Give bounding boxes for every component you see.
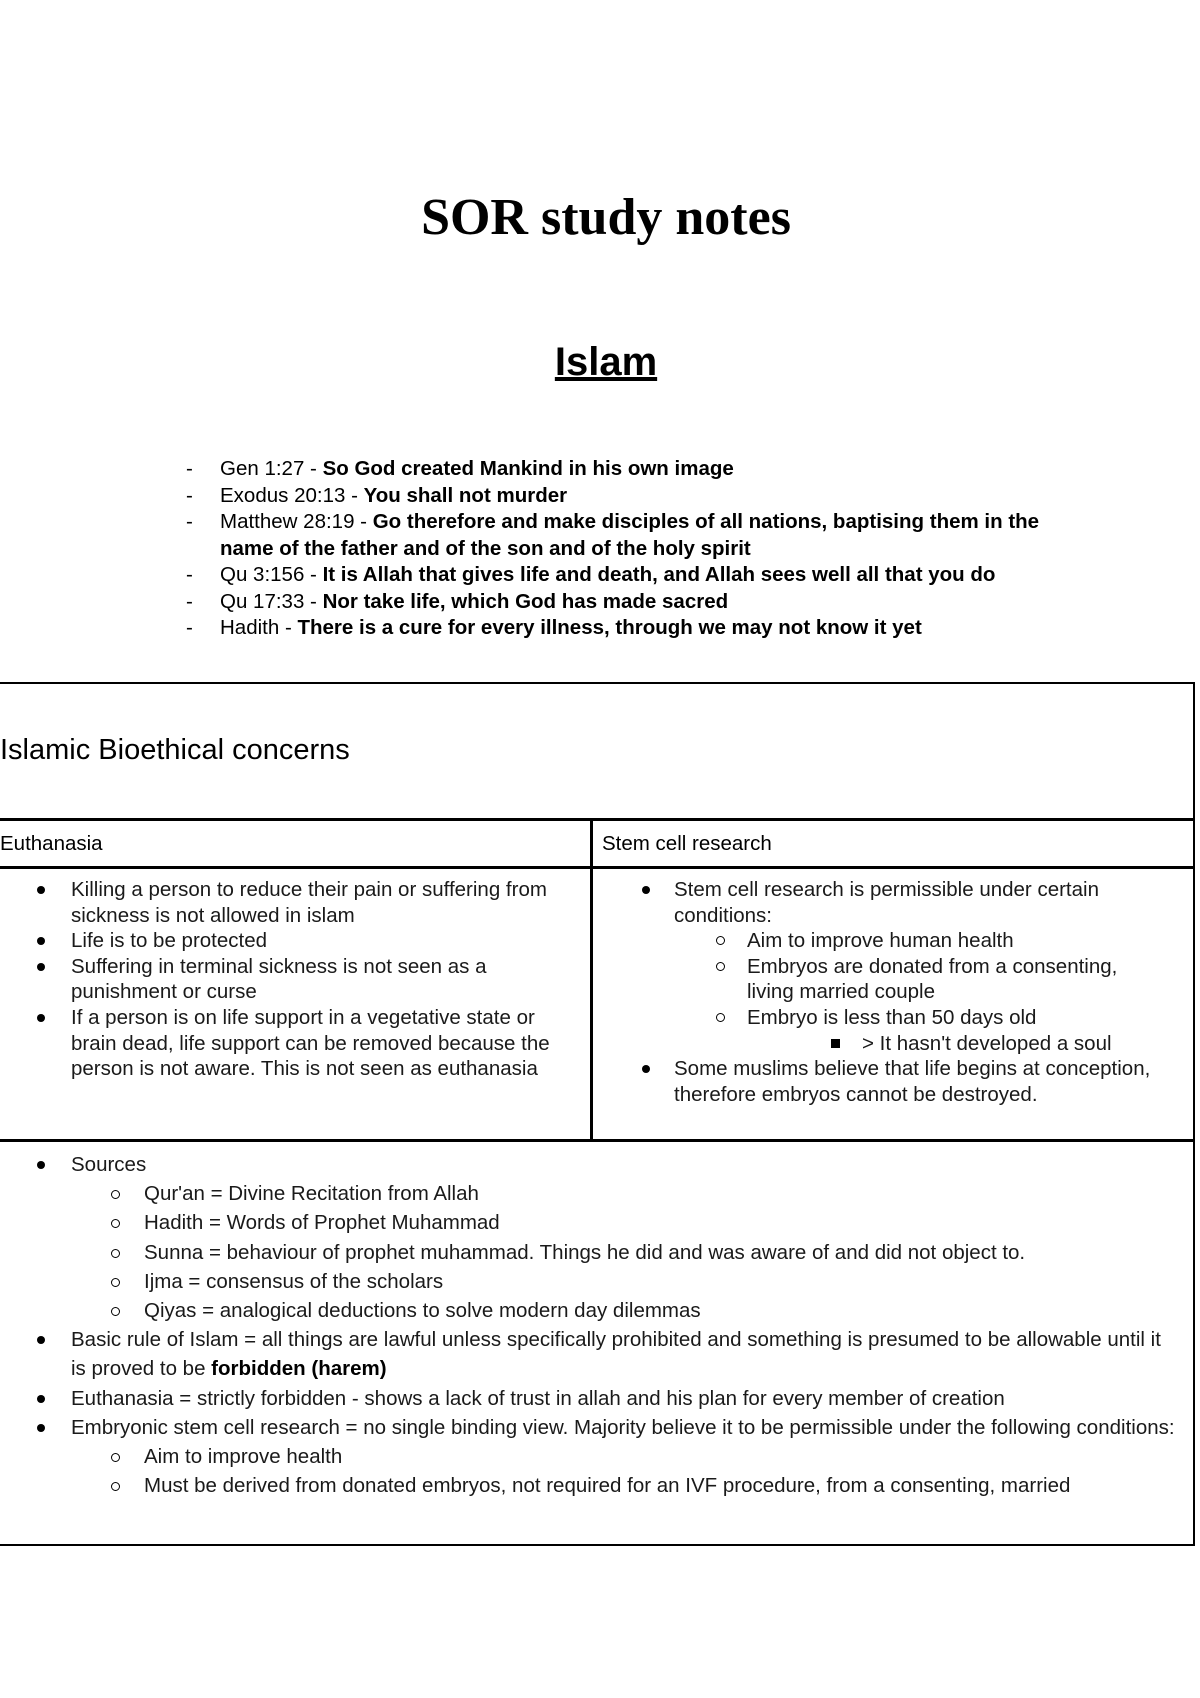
list-item: Basic rule of Islam = all things are lawful unless specifically prohibited and something is presumed to be allowable until it is proved to be forbidden (harem) (71, 1328, 1161, 1381)
stem-cell-list (604, 877, 1164, 1107)
list-item: Euthanasia = strictly forbidden - shows a lack of trust in allah and his plan for every member of creation (71, 1386, 1005, 1410)
concerns-row (0, 869, 1193, 1142)
page-title: SOR study notes (421, 189, 791, 246)
list-item: Aim to improve health (144, 1445, 343, 1469)
quote-ref: Qu 17:33 - (220, 589, 323, 613)
sources-sublist (71, 1179, 1181, 1325)
list-item: Hadith = Words of Prophet Muhammad (144, 1211, 500, 1235)
quote-ref: Qu 3:156 - (220, 563, 323, 586)
list-item: > It hasn't developed a soul (862, 1031, 1112, 1055)
quote-ref: Hadith - (220, 616, 298, 639)
bioethics-table (0, 682, 1195, 1546)
quote-text: You shall not murder (363, 483, 568, 507)
quote-text: Go therefore and make disciples of all nations, baptising them in the name of the father and of the son and of the holy spirit (220, 510, 1040, 560)
list-item: Killing a person to reduce their pain or suffering from sickness is not allowed in islam (71, 878, 547, 927)
list-item: Embryonic stem cell research = no single binding view. Majority believe it to be permissible under the following conditions: Aim to improve health Must be derived from donated embryos, not required for an IVF procedure, from a consenting, married (71, 1413, 1181, 1501)
quote-item (186, 509, 1086, 562)
dash-bullet: - (186, 563, 193, 586)
list-item: Some muslims believe that life begins at conception, therefore embryos cannot be destroyed. (674, 1057, 1151, 1106)
quote-ref: Gen 1:27 - (220, 457, 323, 480)
euthanasia-list (71, 877, 581, 1082)
sub-conditions-list (747, 1031, 1164, 1057)
quote-ref: Exodus 20:13 - (220, 483, 364, 507)
column-header-row (0, 821, 1193, 869)
dash-bullet: - (186, 589, 193, 613)
list-item: If a person is on life support in a vegetative state or brain dead, life support can be removed because the person is not aware. This is not seen as euthanasia (71, 1005, 550, 1081)
quote-item (186, 589, 1086, 616)
quote-text: There is a cure for every illness, through we may not know it yet (297, 616, 922, 639)
conditions-list (674, 928, 1164, 1056)
quote-ref: Matthew 28:19 - (220, 510, 373, 533)
sources-row (0, 1142, 1193, 1544)
list-item: Qur'an = Divine Recitation from Allah (144, 1182, 479, 1206)
list-item: Aim to improve human health (747, 929, 1014, 953)
scripture-quote-list (186, 456, 1086, 642)
list-item: Sources Qur'an = Divine Recitation from Allah Hadith = Words of Prophet Muhammad Sunna = behaviour of prophet muhammad. Things he did and was aware of and did not object to. Ijma = consensus of the scholars Qiyas = analogical deductions to solve modern day dilemmas (71, 1150, 1181, 1325)
embryonic-conditions-list (71, 1442, 1181, 1500)
list-item: Qiyas = analogical deductions to solve modern day dilemmas (144, 1299, 701, 1323)
list-item: Embryos are donated from a consenting, living married couple (747, 954, 1118, 1004)
list-item: Ijma = consensus of the scholars (144, 1269, 444, 1293)
sources-list (71, 1150, 1181, 1500)
quote-text: Nor take life, which God has made sacred (322, 589, 729, 613)
quote-text: It is Allah that gives life and death, and Allah sees well all that you do (322, 563, 996, 586)
quote-item (186, 562, 1086, 589)
table-heading: Islamic Bioethical concerns (0, 734, 350, 766)
section-title: Islam (554, 340, 658, 384)
quote-item (186, 483, 1086, 510)
quote-item (186, 615, 1086, 642)
quote-text: So God created Mankind in his own image (322, 457, 734, 480)
list-item: Embryo is less than 50 days old > It hasn't developed a soul (674, 1005, 1164, 1056)
euthanasia-column-header: Euthanasia (0, 832, 103, 855)
list-item: Must be derived from donated embryos, not required for an IVF procedure, from a consenting, married (144, 1474, 1071, 1498)
dash-bullet: - (186, 616, 193, 639)
list-item: Sunna = behaviour of prophet muhammad. Things he did and was aware of and did not object to. (144, 1240, 1026, 1264)
dash-bullet: - (186, 457, 193, 480)
quote-item (186, 456, 1086, 483)
stem-cell-column-header: Stem cell research (602, 832, 772, 855)
list-item: Suffering in terminal sickness is not seen as a punishment or curse (71, 954, 487, 1004)
dash-bullet: - (186, 483, 193, 507)
table-heading-row (0, 684, 1193, 821)
list-item: Stem cell research is permissible under certain conditions: Aim to improve human health Embryos are donated from a consenting, living married couple Embryo is less than 50 days old > It hasn't developed a soul (604, 877, 1164, 1056)
dash-bullet: - (186, 510, 193, 533)
list-item: Life is to be protected (71, 929, 268, 953)
